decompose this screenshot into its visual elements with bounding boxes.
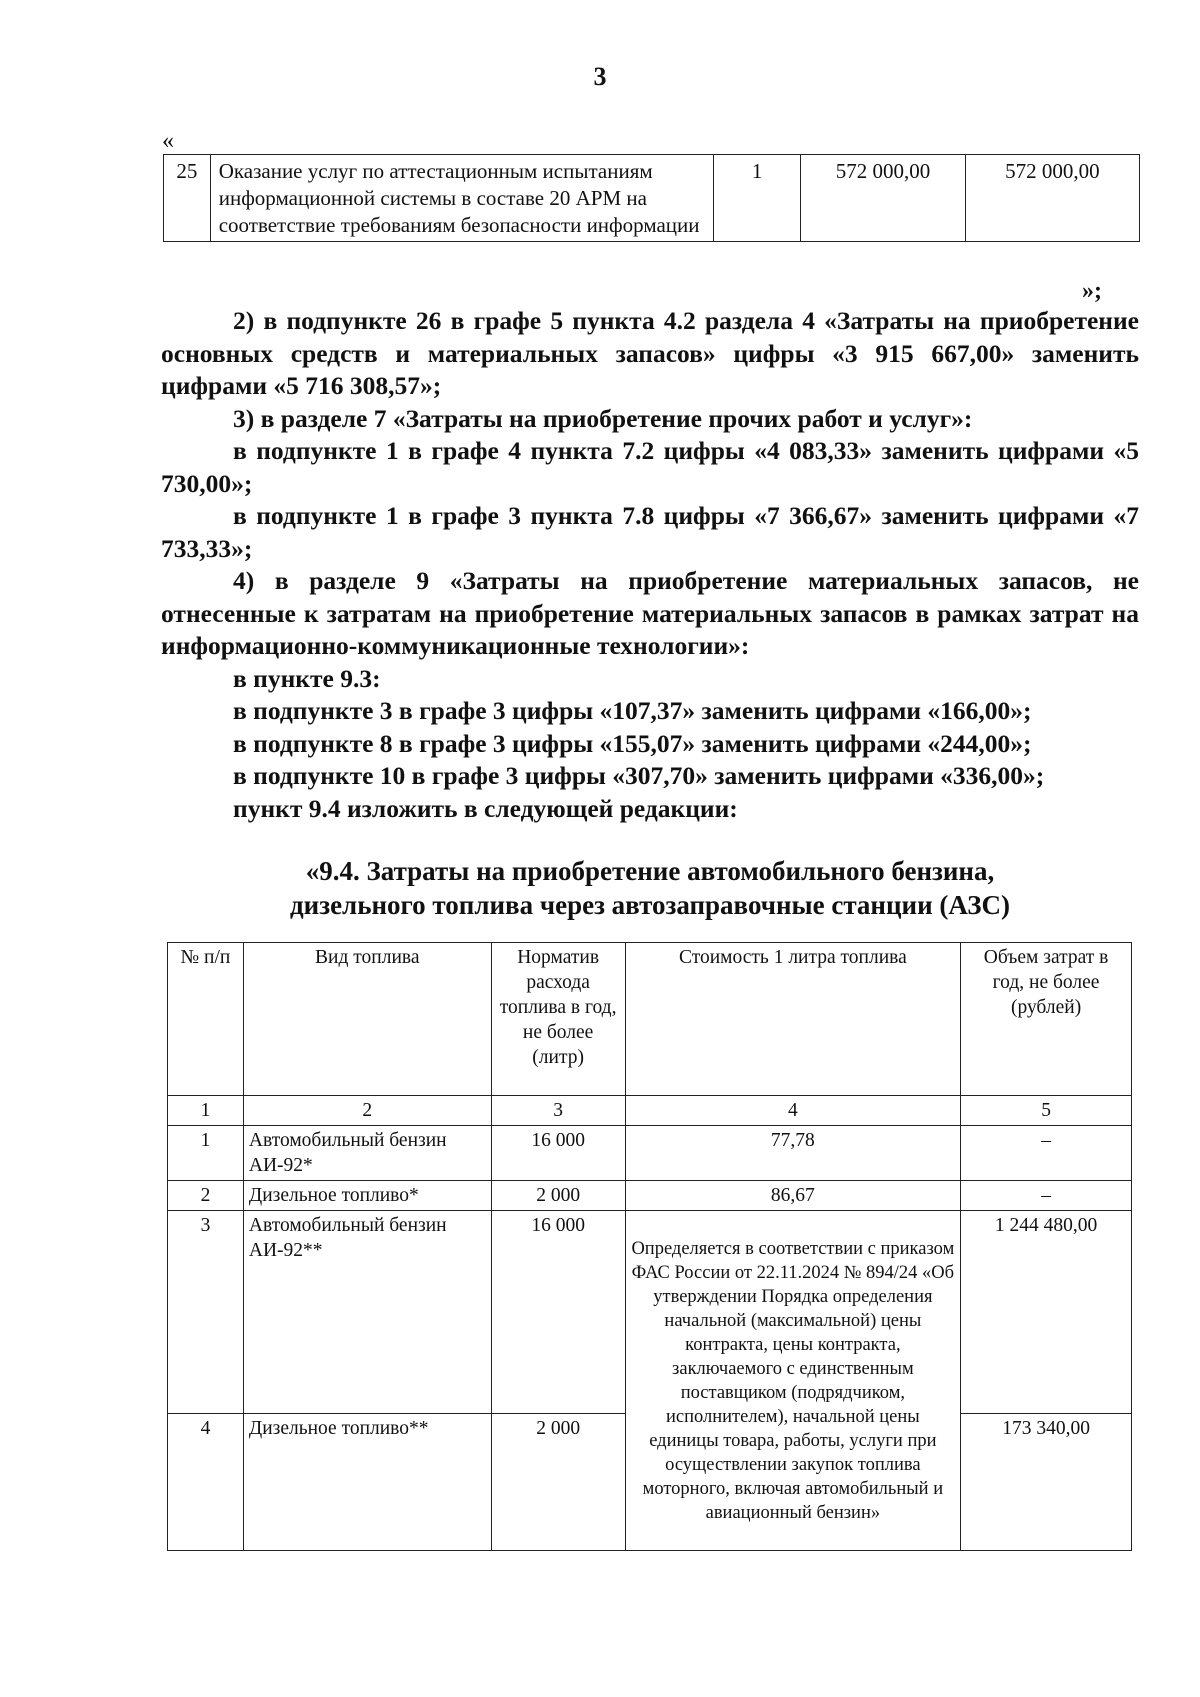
table-header-row [168, 943, 1132, 1096]
col-number: 5 [961, 1096, 1132, 1126]
amendment-table [163, 154, 1140, 242]
section-title-line-1: «9.4. Затраты на приобретение автомобильного бензина, [305, 856, 995, 886]
col-number: 3 [491, 1096, 625, 1126]
header-norm: Норматив расхода топлива в год, не более (литр) [491, 943, 625, 1096]
col-number: 2 [243, 1096, 491, 1126]
unit-price: 572 000,00 [801, 155, 966, 242]
col-number: 4 [625, 1096, 961, 1126]
fuel-cost: 77,78 [625, 1126, 961, 1181]
fuel-norm: 2 000 [491, 1414, 625, 1551]
paragraph-4b: в подпункте 3 в графе 3 цифры «107,37» заменить цифрами «166,00»; [233, 696, 1032, 725]
paragraph-4e: пункт 9.4 изложить в следующей редакции: [233, 793, 738, 823]
closing-quote: »; [1082, 278, 1102, 304]
paragraph-4a: в пункте 9.3: [233, 663, 381, 693]
service-name: Оказание услуг по аттестационным испытаниям информационной системы в составе 20 АРМ на соответствие требованиям безопасности информации [210, 155, 713, 242]
paragraph-4: 4) в разделе 9 «Затраты на приобретение материальных запасов, не отнесенные к затратам на приобретение материальных запасов в рамках затрат на информационно-коммуникационные технологии»: [161, 566, 1139, 660]
paragraph-3b: в подпункте 1 в графе 3 пункта 7.8 цифры «7 366,67» заменить цифрами «7 733,33»; [161, 501, 1139, 563]
fuel-norm: 2 000 [491, 1181, 625, 1211]
column-number-row [168, 1096, 1132, 1126]
fuel-type: Автомобильный бензин АИ-92** [243, 1211, 491, 1414]
paragraph-4d: в подпункте 10 в графе 3 цифры «307,70» заменить цифрами «336,00»; [233, 761, 1045, 790]
page-number: 3 [593, 62, 607, 91]
fuel-cost: 86,67 [625, 1181, 961, 1211]
fuel-volume: – [961, 1126, 1132, 1181]
fuel-norm: 16 000 [491, 1211, 625, 1414]
col-number: 1 [168, 1096, 244, 1126]
header-cost: Стоимость 1 литра топлива [625, 943, 961, 1096]
header-type: Вид топлива [243, 943, 491, 1096]
section-title [160, 854, 1140, 922]
header-volume: Объем затрат в год, не более (рублей) [961, 943, 1132, 1096]
table-row [168, 1126, 1132, 1181]
fuel-volume: 1 244 480,00 [961, 1211, 1132, 1414]
fuel-type: Дизельное топливо** [243, 1414, 491, 1551]
row-num: 4 [168, 1414, 244, 1551]
fuel-volume: 173 340,00 [961, 1414, 1132, 1551]
quantity: 1 [714, 155, 801, 242]
fuel-type: Дизельное топливо* [243, 1181, 491, 1211]
row-num: 2 [168, 1181, 244, 1211]
paragraph-4c: в подпункте 8 в графе 3 цифры «155,07» заменить цифрами «244,00»; [233, 728, 1032, 758]
header-num: № п/п [168, 943, 244, 1096]
table-row [164, 155, 1140, 242]
row-number: 25 [164, 155, 211, 242]
total-price: 572 000,00 [965, 155, 1139, 242]
table-row [168, 1211, 1132, 1414]
fuel-type: Автомобильный бензин АИ-92* [243, 1126, 491, 1181]
paragraph-2: 2) в подпункте 26 в графе 5 пункта 4.2 раздела 4 «Затраты на приобретение основных средств и материальных запасов» цифры «3 915 667,00» заменить цифрами «5 716 308,57»; [161, 306, 1139, 400]
paragraph-3: 3) в разделе 7 «Затраты на приобретение прочих работ и услуг»: [233, 403, 973, 433]
row-num: 1 [168, 1126, 244, 1181]
amendment-text [161, 305, 1139, 825]
paragraph-3a: в подпункте 1 в графе 4 пункта 7.2 цифры «4 083,33» заменить цифрами «5 730,00»; [161, 436, 1139, 498]
opening-quote: « [162, 128, 174, 154]
fuel-volume: – [961, 1181, 1132, 1211]
fuel-norm: 16 000 [491, 1126, 625, 1181]
fuel-cost-merged: Определяется в соответствии с приказом ФАС России от 22.11.2024 № 894/24 «Об утверждении Порядка определения начальной (максимальной) цены контракта, цены контракта, заключаемого с единственным поставщиком (подрядчиком, исполнителем), начальной цены единицы товара, работы, услуги при осуществлении закупок топлива моторного, включая автомобильный и авиационный бензин» [625, 1211, 961, 1551]
table-row [168, 1181, 1132, 1211]
fuel-cost-table [167, 942, 1132, 1551]
row-num: 3 [168, 1211, 244, 1414]
section-title-line-2: дизельного топлива через автозаправочные станции (АЗС) [290, 890, 1010, 920]
